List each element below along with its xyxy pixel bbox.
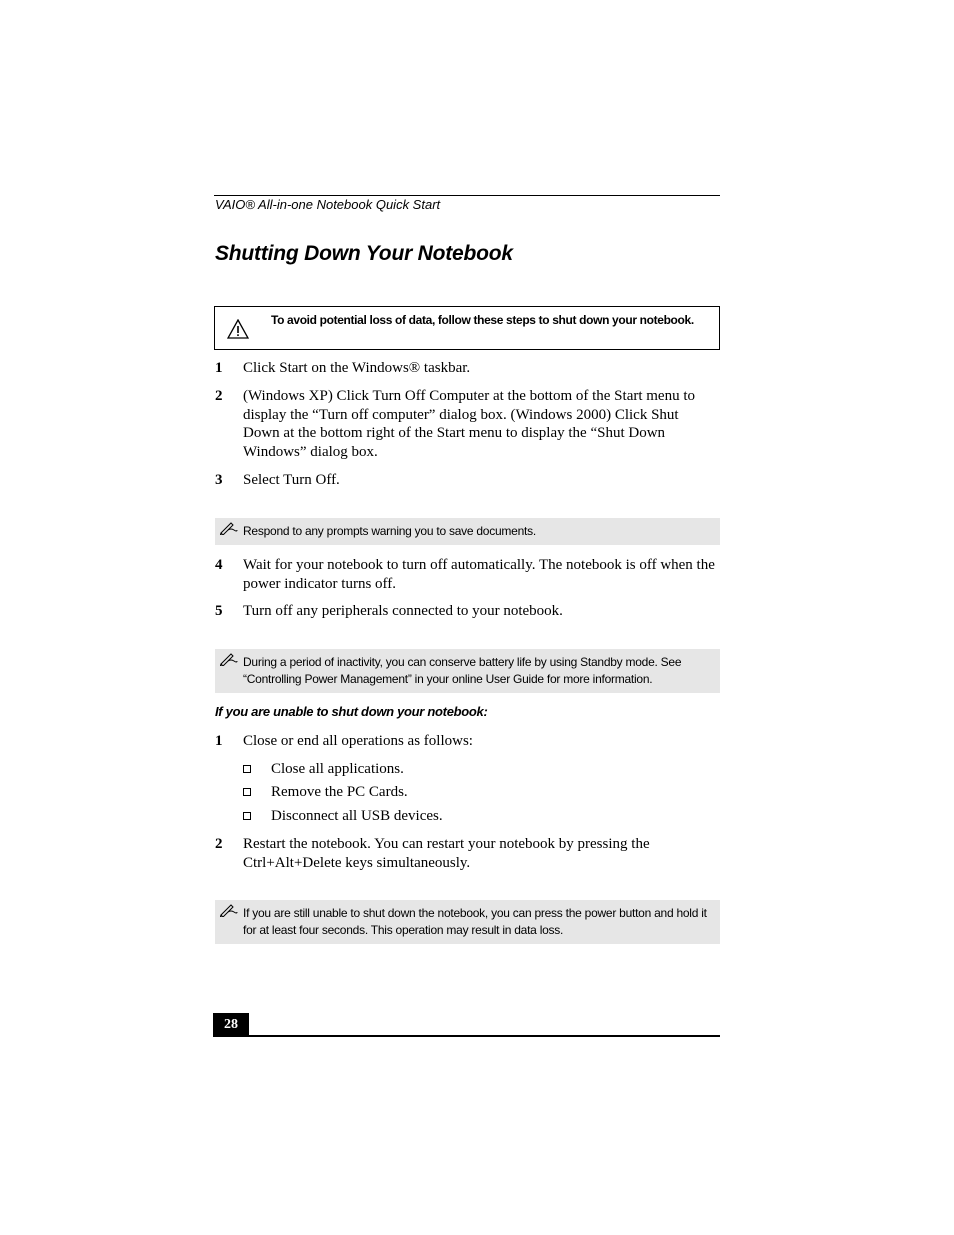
step-number: 1 <box>215 360 223 376</box>
pencil-note-icon <box>220 652 238 666</box>
checkbox-bullet-icon <box>243 788 251 796</box>
step-number: 3 <box>215 472 223 488</box>
step-text: Wait for your notebook to turn off automatically. The notebook is off when the power indicator turns off. <box>243 557 715 592</box>
step-number: 5 <box>215 603 223 619</box>
warning-box <box>214 306 720 350</box>
checkbox-bullet-icon <box>243 765 251 773</box>
pencil-note-icon <box>220 521 238 535</box>
note-box <box>215 518 720 545</box>
page-number: 28 <box>213 1013 249 1036</box>
note-text: If you are still unable to shut down the notebook, you can press the power button and hold it for at least four seconds. This operation may result in data loss. <box>243 906 707 937</box>
warning-triangle-icon <box>227 319 249 339</box>
running-header: VAIO® All-in-one Notebook Quick Start <box>215 197 441 212</box>
list-item-text: Disconnect all USB devices. <box>271 808 443 824</box>
step-text: (Windows XP) Click Turn Off Computer at the bottom of the Start menu to display the “Turn off computer” dialog box. (Windows 2000) Click Shut Down at the bottom right of the Start menu to display the “Shut Down Windows” dialog box. <box>243 388 696 460</box>
note-box <box>215 900 720 944</box>
note-text: During a period of inactivity, you can conserve battery life by using Standby mode. See “Controlling Power Management” in your online User Guide for more information. <box>243 655 682 686</box>
step-text: Turn off any peripherals connected to your notebook. <box>243 603 563 619</box>
step-number: 4 <box>215 557 223 573</box>
section-subheading: If you are unable to shut down your notebook: <box>215 704 488 719</box>
step-number: 2 <box>215 836 223 852</box>
step-text: Click Start on the Windows® taskbar. <box>243 360 471 376</box>
step-number: 1 <box>215 733 223 749</box>
step-text: Restart the notebook. You can restart your notebook by pressing the Ctrl+Alt+Delete keys simultaneously. <box>243 836 650 871</box>
list-item-text: Remove the PC Cards. <box>271 784 408 800</box>
footer-rule <box>213 1035 720 1037</box>
note-text: Respond to any prompts warning you to save documents. <box>243 524 536 538</box>
step-text: Close or end all operations as follows: <box>243 733 473 749</box>
warning-text: To avoid potential loss of data, follow these steps to shut down your notebook. <box>271 313 694 327</box>
checkbox-bullet-icon <box>243 812 251 820</box>
page-title: Shutting Down Your Notebook <box>215 242 513 265</box>
step-text: Select Turn Off. <box>243 472 340 488</box>
list-item-text: Close all applications. <box>271 761 404 777</box>
pencil-note-icon <box>220 903 238 917</box>
step-number: 2 <box>215 388 223 404</box>
note-box <box>215 649 720 693</box>
header-rule <box>214 195 720 196</box>
